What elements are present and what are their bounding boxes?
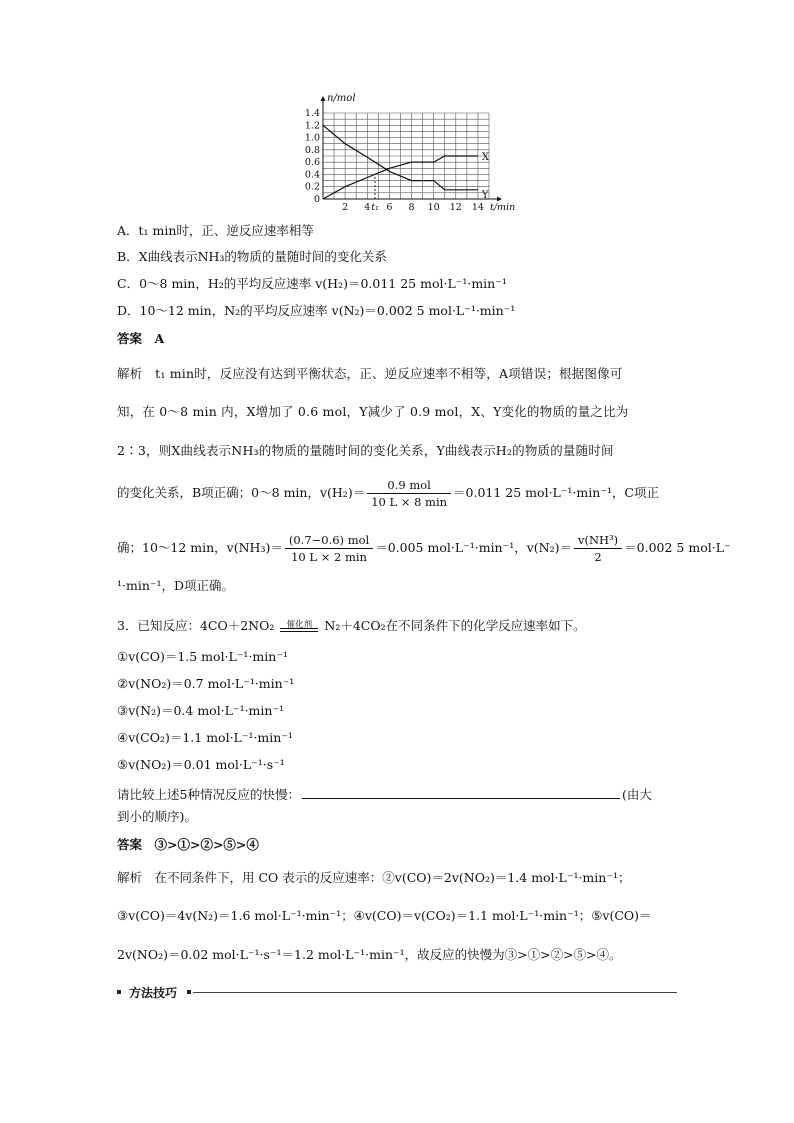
explanation-line: ③v(CO)＝4v(N₂)＝1.6 mol·L⁻¹·min⁻¹；④v(CO)＝v(CO₂)＝1.1 mol·L⁻¹·min⁻¹；⑤v(CO)＝: [117, 908, 652, 923]
x-tick-label: 2: [342, 202, 349, 213]
x-tick-label: 10: [427, 202, 440, 213]
y-axis-label: n/mol: [327, 93, 356, 104]
answer-q2: 答案 A: [117, 331, 165, 346]
question-3-ask: [117, 784, 652, 804]
explanation-text: ＝0.005 mol·L⁻¹·min⁻¹，v(N₂)＝: [375, 540, 572, 555]
condition-3: ③v(N₂)＝0.4 mol·L⁻¹·min⁻¹: [117, 703, 285, 718]
y-tick-label: 0.6: [304, 157, 320, 169]
x-tick-label: 14: [471, 202, 484, 213]
x-tick-label: 6: [386, 202, 393, 213]
y-tick-label: 0.8: [304, 144, 320, 156]
option-a: A．t₁ min时，正、逆反应速率相等: [117, 223, 314, 238]
stem-text: 3．已知反应：4CO＋2NO₂: [117, 618, 275, 633]
amount-time-chart: [296, 93, 516, 218]
answer-blank[interactable]: [302, 784, 620, 799]
explanation-line: [117, 533, 731, 564]
answer-q3: 答案 ③>①>②>⑤>④: [117, 837, 259, 852]
explanation-line: 解析 t₁ min时，反应没有达到平衡状态，正、逆反应速率不相等，A项错误；根据图像可: [117, 366, 623, 381]
y-tick-label: 1.4: [304, 108, 320, 119]
fraction-denominator: 10 L × 8 min: [371, 495, 448, 509]
fraction-denominator: 10 L × 2 min: [291, 550, 367, 564]
stem-text: N₂＋4CO₂在不同条件下的化学反应速率如下。: [324, 618, 586, 633]
ask-tail: (由大: [621, 787, 652, 802]
condition-4: ④v(CO₂)＝1.1 mol·L⁻¹·min⁻¹: [117, 730, 293, 745]
x-tick-label: t₁: [371, 202, 379, 213]
y-tick-label: 1.0: [304, 132, 320, 144]
y-tick-label: 0: [313, 194, 320, 205]
x-axis-label: t/min: [490, 202, 516, 213]
question-3-stem: [117, 617, 586, 636]
x-tick-label: 12: [449, 202, 462, 213]
y-axis-arrow: [321, 96, 326, 101]
condition-5: ⑤v(NO₂)＝0.01 mol·L⁻¹·s⁻¹: [117, 757, 285, 772]
option-c: C．0～8 min，H₂的平均反应速率 v(H₂)＝0.011 25 mol·L⁻¹·min⁻¹: [117, 276, 507, 291]
explanation-line: 2∶3，则X曲线表示NH₃的物质的量随时间的变化关系，Y曲线表示H₂的物质的量随时间: [117, 443, 614, 458]
method-title: 方法技巧: [129, 986, 178, 1000]
explanation-text: 的变化关系，B项正确；0～8 min，v(H₂)＝: [117, 485, 366, 500]
explanation-text: ＝0.002 5 mol·L⁻: [624, 540, 731, 555]
fraction-denominator: 2: [594, 550, 602, 564]
question-3-ask-cont: 到小的顺序)。: [117, 809, 197, 824]
fraction-numerator: v(NH³): [574, 533, 622, 549]
explanation-line: 解析 在不同条件下，用 CO 表示的反应速率：②v(CO)＝2v(NO₂)＝1.4 mol·L⁻¹·min⁻¹；: [117, 870, 631, 885]
condition-1: ①v(CO)＝1.5 mol·L⁻¹·min⁻¹: [117, 649, 288, 664]
series-label-x: X: [481, 152, 490, 163]
method-section-header: [117, 986, 677, 1000]
y-tick-label: 0.2: [304, 181, 320, 193]
series-label-y: Y: [481, 189, 489, 201]
catalyst-arrow: [278, 618, 320, 636]
explanation-line: ¹·min⁻¹，D项正确。: [117, 578, 235, 593]
fraction: [367, 478, 451, 509]
x-tick-label: 8: [408, 202, 415, 213]
explanation-line: 知，在 0～8 min 内，X增加了 0.6 mol，Y减少了 0.9 mol，X、Y变化的物质的量之比为: [117, 404, 629, 419]
option-b: B．X曲线表示NH₃的物质的量随时间的变化关系: [117, 249, 387, 264]
fraction-numerator: 0.9 mol: [367, 478, 451, 494]
catalyst-label: 催化剂: [286, 619, 313, 630]
fraction: [285, 533, 373, 564]
section-divider: [193, 992, 677, 993]
y-tick-label: 1.2: [304, 120, 320, 132]
condition-2: ②v(NO₂)＝0.7 mol·L⁻¹·min⁻¹: [117, 676, 295, 691]
explanation-text: ＝0.011 25 mol·L⁻¹·min⁻¹，C项正: [453, 485, 659, 500]
explanation-line: 2v(NO₂)＝0.02 mol·L⁻¹·s⁻¹＝1.2 mol·L⁻¹·min⁻¹，故反应的快慢为③>①>②>⑤>④。: [117, 947, 622, 962]
y-tick-label: 0.4: [304, 169, 320, 181]
explanation-line: [117, 478, 659, 509]
x-axis-arrow: [497, 197, 502, 202]
ask-text: 请比较上述5种情况反应的快慢：: [117, 787, 300, 802]
fraction: [574, 533, 622, 564]
fraction-numerator: (0.7−0.6) mol: [285, 533, 373, 549]
option-d: D．10～12 min，N₂的平均反应速率 v(N₂)＝0.002 5 mol·L⁻¹·min⁻¹: [117, 303, 516, 318]
x-tick-label: 4: [364, 202, 371, 213]
explanation-text: 确；10～12 min，v(NH₃)＝: [117, 540, 283, 555]
